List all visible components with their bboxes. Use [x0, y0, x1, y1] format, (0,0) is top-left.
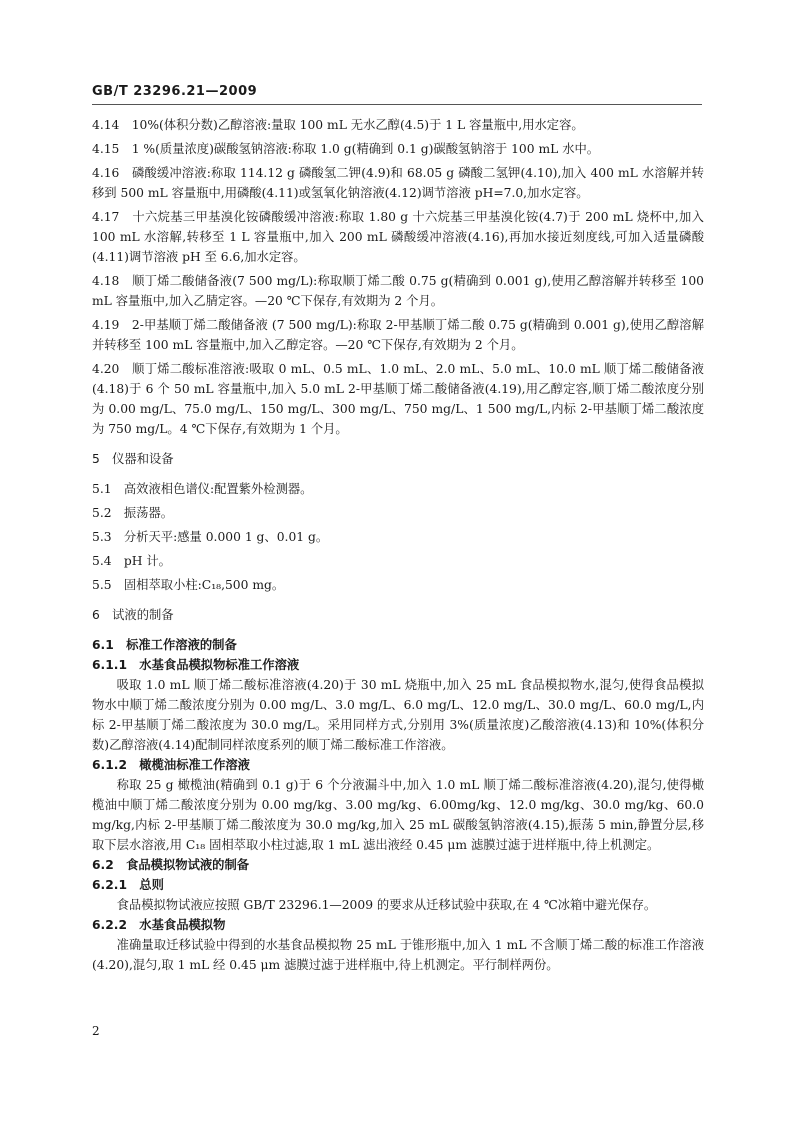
clause-4-14: 4.14 10%(体积分数)乙醇溶液:量取 100 mL 无水乙醇(4.5)于 1 L 容量瓶中,用水定容。 [92, 118, 584, 132]
section-6-2-title: 6.2 食品模拟物试液的制备 [92, 858, 250, 872]
section-6-2-1-title: 6.2.1 总则 [92, 878, 164, 892]
clause-4-17: 4.17 十六烷基三甲基溴化铵磷酸缓冲溶液:称取 1.80 g 十六烷基三甲基溴化铵(4.7)于 200 mL 烧杯中,加入 100 mL 水溶解,转移至 1 L 容量瓶中,加入 200 mL 磷酸缓冲溶液(4.16),再加水接近刻度线,可加入适量磷酸(4.11)调节溶液 pH 至 6.6,加水定容。 [92, 210, 704, 264]
paragraph-6-1-2: 称取 25 g 橄榄油(精确到 0.1 g)于 6 个分液漏斗中,加入 1.0 mL 顺丁烯二酸标准溶液(4.20),混匀,使得橄榄油中顺丁烯二酸浓度分别为 0.00 mg/kg、3.00 mg/kg、6.00mg/kg、12.0 mg/kg、30.0 mg/kg、60.0 mg/kg,内标 2-甲基顺丁烯二酸浓度为 30.0 mg/kg,加入 25 mL 碳酸氢钠溶液(4.15),振荡 5 min,静置分层,移取下层水溶液,用 C₁₈ 固相萃取小柱过滤,取 1 mL 滤出液经 0.45 μm 滤膜过滤于进样瓶中,待上机测定。 [92, 778, 704, 852]
clause-5-5: 5.5 固相萃取小柱:C₁₈,500 mg。 [92, 578, 285, 592]
paragraph-6-2-2: 准确量取迁移试验中得到的水基食品模拟物 25 mL 于锥形瓶中,加入 1 mL 不含顺丁烯二酸的标准工作溶液(4.20),混匀,取 1 mL 经 0.45 μm 滤膜过滤于进样瓶中,待上机测定。平行制样两份。 [92, 938, 704, 972]
clause-4-20: 4.20 顺丁烯二酸标准溶液:吸取 0 mL、0.5 mL、1.0 mL、2.0 mL、5.0 mL、10.0 mL 顺丁烯二酸储备液(4.18)于 6 个 50 mL 容量瓶中,加入 5.0 mL 2-甲基顺丁烯二酸储备液(4.19),用乙醇定容,顺丁烯二酸浓度分别为 0.00 mg/L、75.0 mg/L、150 mg/L、300 mg/L、750 mg/L、1 500 mg/L,内标 2-甲基顺丁烯二酸浓度为 750 mg/L。4 ℃下保存,有效期为 1 个月。 [92, 362, 704, 436]
section-6-2-2-title: 6.2.2 水基食品模拟物 [92, 918, 226, 932]
clause-5-4: 5.4 pH 计。 [92, 554, 171, 568]
paragraph-6-2-1: 食品模拟物试液应按照 GB/T 23296.1—2009 的要求从迁移试验中获取,在 4 ℃冰箱中避光保存。 [116, 898, 657, 912]
section-6-title: 6 试液的制备 [92, 608, 174, 622]
section-6-1-1-title: 6.1.1 水基食品模拟物标准工作溶液 [92, 658, 300, 672]
clause-5-3: 5.3 分析天平:感量 0.000 1 g、0.01 g。 [92, 530, 329, 544]
paragraph-6-1-1: 吸取 1.0 mL 顺丁烯二酸标准溶液(4.20)于 30 mL 烧瓶中,加入 25 mL 食品模拟物水,混匀,使得食品模拟物水中顺丁烯二酸浓度分别为 0.00 mg/L、3.0 mg/L、6.0 mg/L、12.0 mg/L、30.0 mg/L、60.0 mg/L,内标 2-甲基顺丁烯二酸浓度为 30.0 mg/L。采用同样方式,分别用 3%(质量浓度)乙酸溶液(4.13)和 10%(体积分数)乙醇溶液(4.14)配制同样浓度系列的顺丁烯二酸标准工作溶液。 [92, 678, 704, 752]
standard-header: GB/T 23296.21—2009 [92, 84, 258, 99]
clause-4-18: 4.18 顺丁烯二酸储备液(7 500 mg/L):称取顺丁烯二酸 0.75 g(精确到 0.001 g),使用乙醇溶解并转移至 100 mL 容量瓶中,加入乙腈定容。—20 ℃下保存,有效期为 2 个月。 [92, 274, 704, 308]
page-number: 2 [92, 1024, 100, 1038]
page-content [92, 115, 704, 975]
section-6-1-2-title: 6.1.2 橄榄油标准工作溶液 [92, 758, 250, 772]
clause-4-16: 4.16 磷酸缓冲溶液:称取 114.12 g 磷酸氢二钾(4.9)和 68.05 g 磷酸二氢钾(4.10),加入 400 mL 水溶解并转移到 500 mL 容量瓶中,用磷酸(4.11)或氢氧化钠溶液(4.12)调节溶液 pH=7.0,加水定容。 [92, 166, 704, 200]
clause-4-19: 4.19 2-甲基顺丁烯二酸储备液 (7 500 mg/L):称取 2-甲基顺丁烯二酸 0.75 g(精确到 0.001 g),使用乙醇溶解并转移至 100 mL 容量瓶中,加入乙醇定容。—20 ℃下保存,有效期为 2 个月。 [92, 318, 704, 352]
header-rule [92, 104, 702, 105]
section-6-1-title: 6.1 标准工作溶液的制备 [92, 638, 237, 652]
clause-4-15: 4.15 1 %(质量浓度)碳酸氢钠溶液:称取 1.0 g(精确到 0.1 g)碳酸氢钠溶于 100 mL 水中。 [92, 142, 600, 156]
clause-5-1: 5.1 高效液相色谱仪:配置紫外检测器。 [92, 482, 313, 496]
clause-5-2: 5.2 振荡器。 [92, 506, 174, 520]
section-5-title: 5 仪器和设备 [92, 452, 174, 466]
